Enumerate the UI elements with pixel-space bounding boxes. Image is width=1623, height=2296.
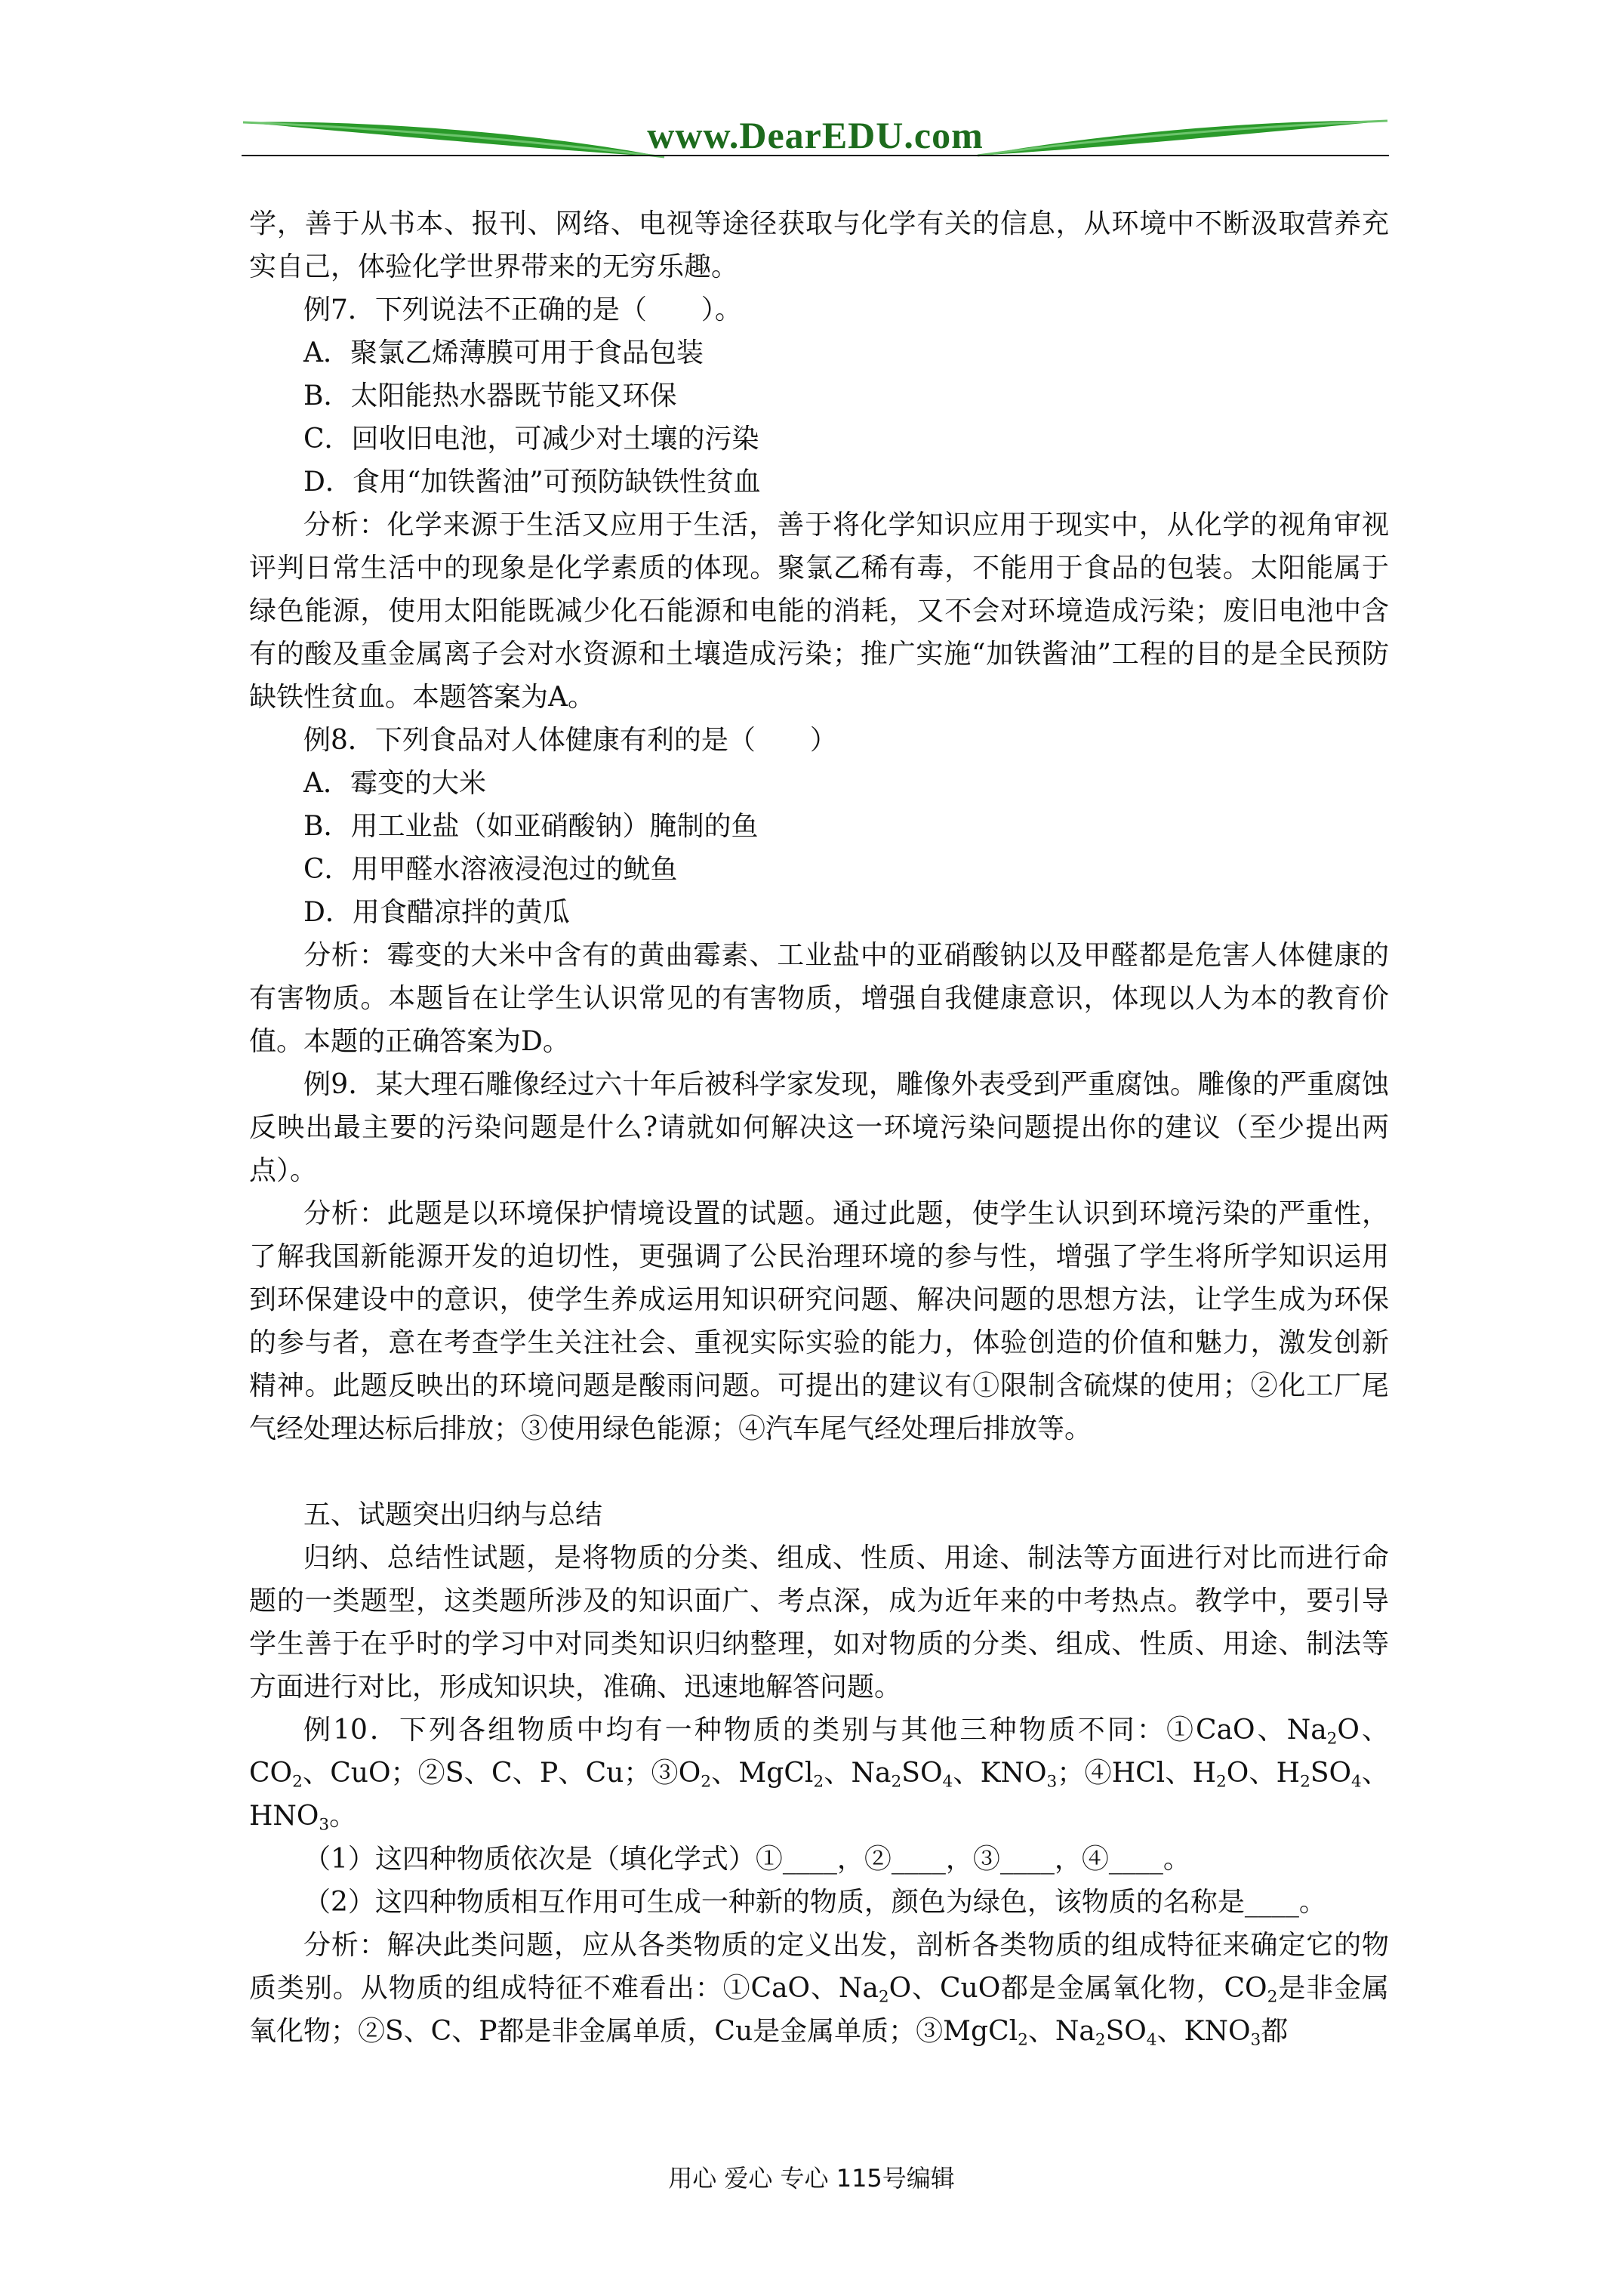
paragraph: 五、试题突出归纳与总结 (303, 1499, 603, 1530)
paragraph: （1）这四种物质依次是（填化学式）①____，②____，③____，④____。 (303, 1844, 1190, 1875)
paragraph: C．用甲醛水溶液浸泡过的鱿鱼 (303, 854, 678, 885)
paragraph: 分析：此题是以环境保护情境设置的试题。通过此题，使学生认识到环境污染的严重性，了解我国新能源开发的迫切性，更强调了公民治理环境的参与性，增强了学生将所学知识运用到环保建设中的意识，使学生养成运用知识研究问题、解决问题的思想方法，让学生成为环保的参与者，意在考查学生关注社会、重视实际实验的能力，体验创造的价值和魅力，激发创新精神。此题反映出的环境问题是酸雨问题。可提出的建议有①限制含硫煤的使用；②化工厂尾气经处理达标后排放；③使用绿色能源；④汽车尾气经处理后排放等。 (249, 1198, 1389, 1444)
paragraph: 归纳、总结性试题，是将物质的分类、组成、性质、用途、制法等方面进行对比而进行命题的一类题型，这类题所涉及的知识面广、考点深，成为近年来的中考热点。教学中，要引导学生善于在乎时的学习中对同类知识归纳整理，如对物质的分类、组成、性质、用途、制法等方面进行对比，形成知识块，准确、迅速地解答问题。 (249, 1542, 1389, 1703)
paragraph: 分析：霉变的大米中含有的黄曲霉素、工业盐中的亚硝酸钠以及甲醛都是危害人体健康的有害物质。本题旨在让学生认识常见的有害物质，增强自我健康意识，体现以人为本的教育价值。本题的正确答案为D。 (249, 940, 1389, 1057)
paragraph: C．回收旧电池，可减少对土壤的污染 (303, 424, 759, 455)
paragraph: D．食用“加铁酱油”可预防缺铁性贫血 (303, 467, 761, 498)
paragraph: B．用工业盐（如亚硝酸钠）腌制的鱼 (303, 811, 759, 842)
paragraph: 学，善于从书本、报刊、网络、电视等途径获取与化学有关的信息，从环境中不断汲取营养充实自己，体验化学世界带来的无穷乐趣。 (249, 208, 1389, 282)
blank-line (249, 1450, 1389, 1493)
paragraph: 例10．下列各组物质中均有一种物质的类别与其他三种物质不同：①CaO、$Na_2O$、$CO_2$、CuO；②S、C、P、Cu；$③O_2$、MgCl$_2$、$Na_2SO_4$、$KNO_3$；④HCl、$H_2O$、$H_2SO_4$、$HNO_3$。 (249, 1715, 1390, 1835)
paragraph: 例8．下列食品对人体健康有利的是（ ） (303, 725, 837, 756)
paragraph: 分析：化学来源于生活又应用于生活，善于将化学知识应用于现实中，从化学的视角审视评判日常生活中的现象是化学素质的体现。聚氯乙稀有毒，不能用于食品的包装。太阳能属于绿色能源，使用太阳能既减少化石能源和电能的消耗，又不会对环境造成污染；废旧电池中含有的酸及重金属离子会对水资源和土壤造成污染；推广实施“加铁酱油”工程的目的是全民预防缺铁性贫血。本题答案为A。 (249, 510, 1389, 713)
site-name: www.DearEDU.com (647, 114, 984, 156)
paragraph: 例9．某大理石雕像经过六十年后被科学家发现，雕像外表受到严重腐蚀。雕像的严重腐蚀反映出最主要的污染问题是什么?请就如何解决这一环境污染问题提出你的建议（至少提出两点）。 (249, 1069, 1389, 1186)
paragraph: 分析：解决此类问题，应从各类物质的定义出发，剖析各类物质的组成特征来确定它的物质类别。从物质的组成特征不难看出：①CaO、$Na_2O$、CuO都是金属氧化物，$CO_2$是非金属氧化物；②S、C、P都是非金属单质，Cu是金属单质；③MgCl$_2$、$Na_2SO_4$、$KNO_3$都 (249, 1930, 1389, 2050)
paragraph: B．太阳能热水器既节能又环保 (303, 381, 677, 411)
paragraph: D．用食醋凉拌的黄瓜 (303, 897, 570, 928)
paragraph: A．霉变的大米 (303, 768, 486, 799)
document-body (249, 202, 1389, 2053)
paragraph: A．聚氯乙烯薄膜可用于食品包装 (303, 337, 704, 368)
paragraph: 例7．下列说法不正确的是（ ）。 (303, 294, 742, 325)
paragraph: （2）这四种物质相互作用可生成一种新的物质，颜色为绿色，该物质的名称是____。 (303, 1887, 1326, 1918)
page-footer: 用心 爱心 专心 115号编辑 (668, 2164, 955, 2193)
site-header (242, 106, 1389, 166)
